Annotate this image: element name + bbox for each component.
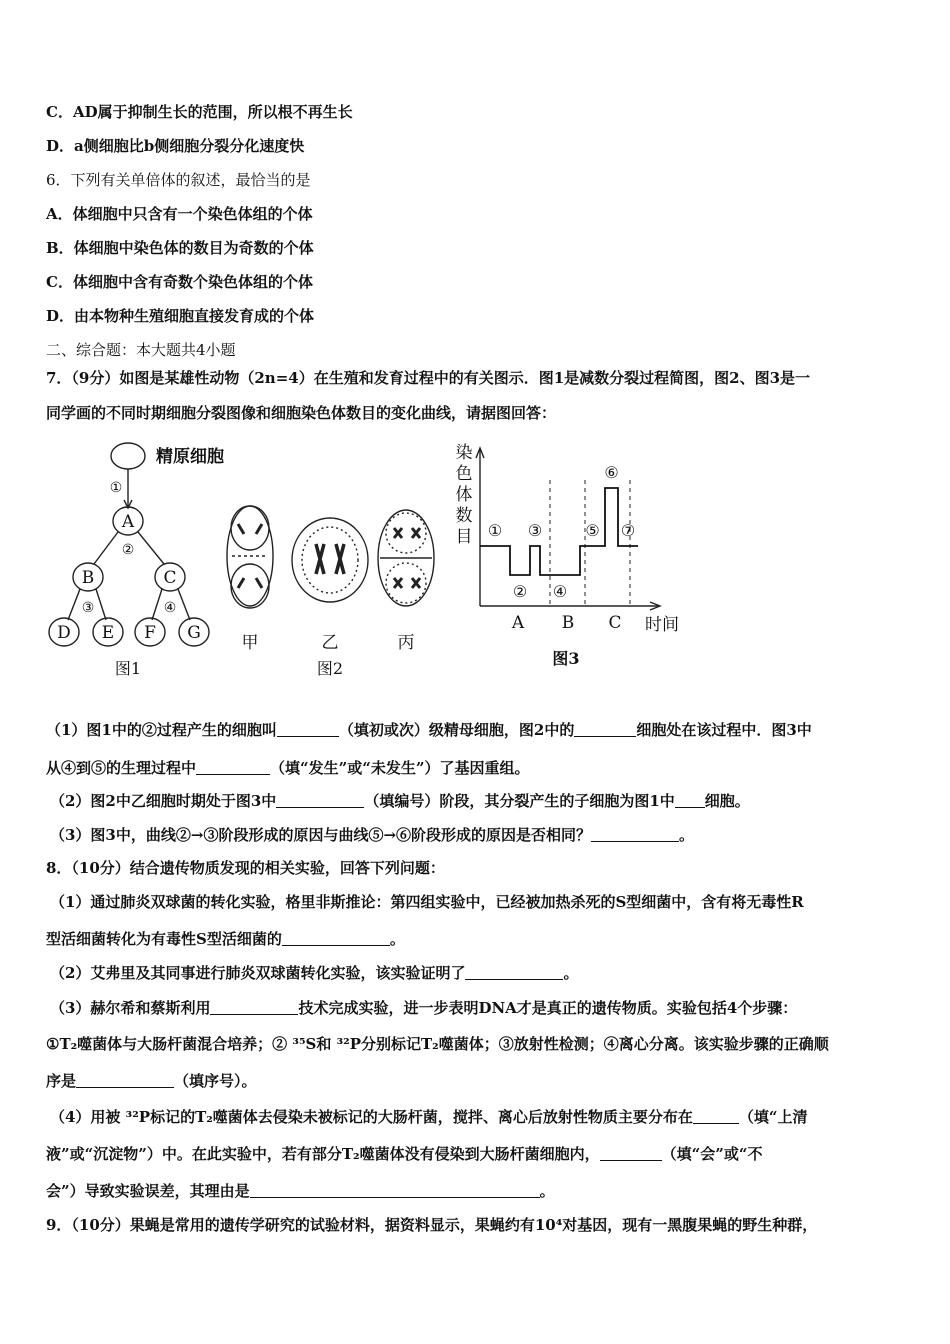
q5-option-c: C．AD属于抑制生长的范围，所以根不再生长 (46, 103, 353, 121)
q8-p4-text-f: 。 (539, 1182, 555, 1200)
q7-stem-line1: 7．（9分）如图是某雄性动物（2n=4）在生殖和发育过程中的有关图示．图1是减数分裂过程简图，图2、图3是一 (46, 369, 811, 387)
fig1-spermatogonium-cell (111, 443, 145, 469)
q8-p1-text-b: 。 (389, 930, 405, 948)
fig1-caption: 图1 (114, 659, 142, 678)
fig3-stage-label: ⑤ (585, 521, 600, 540)
fig1-step-1: ① (109, 480, 123, 496)
q7-p3-text-b: 。 (679, 826, 695, 844)
q8-p4-text-b: （填“上清 (738, 1108, 808, 1126)
q7-p1-blank-3[interactable] (196, 759, 270, 775)
q9-stem: 9．（10分）果蝇是常用的遗传学研究的试验材料，据资料显示，果蝇约有10⁴对基因，现有一黑腹果蝇的野生种群， (46, 1216, 818, 1234)
q7-stem-line2: 同学画的不同时期细胞分裂图像和细胞染色体数目的变化曲线，请据图回答： (46, 404, 557, 422)
q7-p2-blank-2[interactable] (675, 792, 705, 808)
q8-p2-blank[interactable] (465, 964, 563, 980)
fig2-caption: 图2 (316, 659, 344, 678)
q8-part4-line1 (50, 1107, 807, 1127)
fig3-curve (480, 488, 638, 575)
q7-p1-text-c: 细胞处在该过程中．图3中 (636, 721, 812, 739)
fig1-title: 精原细胞 (156, 447, 224, 467)
q8-p2-text-b: 。 (563, 964, 579, 982)
q8-p4-blank-3[interactable] (250, 1182, 540, 1198)
q8-p1-blank[interactable] (282, 930, 390, 946)
q6-option-b: B．体细胞中染色体的数目为奇数的个体 (46, 239, 314, 257)
q8-p3-text-b: 技术完成实验，进一步表明DNA才是真正的遗传物质。实验包括4个步骤： (298, 999, 798, 1017)
fig3-stage-label: ⑦ (620, 521, 636, 540)
fig1-label-a: A (121, 512, 135, 532)
q5-option-d: D．a侧细胞比b侧细胞分裂分化速度快 (46, 137, 305, 155)
q6-option-c: C．体细胞中含有奇数个染色体组的个体 (46, 273, 313, 291)
q8-p3-blank-2[interactable] (76, 1072, 174, 1088)
fig1-label-c: C (163, 568, 177, 588)
q7-p1-text-b: （填初或次）级精母细胞，图2中的 (338, 721, 575, 739)
q8-p2-text-a: （2）艾弗里及其同事进行肺炎双球菌转化实验，该实验证明了 (50, 964, 466, 982)
fig2-label-jia: 甲 (241, 633, 259, 653)
q8-p4-text-e: 会”）导致实验误差，其理由是 (46, 1182, 250, 1200)
figure-area (40, 436, 700, 686)
fig3-stage-label: ④ (552, 582, 568, 601)
fig1-label-f: F (144, 623, 156, 643)
q7-p1-text-a: （1）图1中的②过程产生的细胞叫 (46, 721, 277, 739)
q7-part2 (50, 791, 750, 811)
q7-p3-text-a: （3）图3中，曲线②→③阶段形成的原因与曲线⑤→⑥阶段形成的原因是否相同？ (50, 826, 592, 844)
fig3-stage-label: ③ (527, 521, 543, 540)
fig3-ylabel-3: 数 (455, 506, 473, 526)
q7-p1-text-e: （填“发生”或“未发生”）了基因重组。 (270, 759, 530, 777)
q7-p2-text-b: （填编号）阶段，其分裂产生的子细胞为图1中 (364, 792, 675, 810)
q6-option-d: D．由本物种生殖细胞直接发育成的个体 (46, 307, 315, 325)
fig1-label-g: G (187, 623, 201, 643)
q7-p1-text-d: 从④到⑤的生理过程中 (46, 759, 197, 777)
q8-p3-text-d: （填序号）。 (174, 1072, 257, 1090)
fig1-step-2: ② (121, 542, 135, 558)
q8-part4-line2 (46, 1144, 763, 1164)
fig2-label-bing: 丙 (397, 633, 415, 653)
fig3-xtick-a: A (511, 613, 525, 633)
q8-p4-blank-2[interactable] (600, 1145, 662, 1161)
fig3-ylabel-2: 体 (455, 485, 473, 505)
q8-stem: 8．（10分）结合遗传物质发现的相关实验，回答下列问题： (46, 859, 445, 877)
fig3-caption: 图3 (552, 649, 580, 668)
q7-p2-blank-1[interactable] (276, 792, 364, 808)
q8-part3-line2: ①T₂噬菌体与大肠杆菌混合培养；② ³⁵S和 ³²P分别标记T₂噬菌体；③放射性检测；④离心分离。该实验步骤的正确顺 (46, 1035, 829, 1053)
q8-part1-line2 (46, 929, 405, 949)
q7-p2-text-a: （2）图2中乙细胞时期处于图3中 (50, 792, 277, 810)
q7-p3-blank[interactable] (591, 826, 679, 842)
fig3-xlabel: 时间 (645, 615, 679, 635)
q8-p3-text-c: 序是 (46, 1072, 77, 1090)
fig3-ylabel-4: 目 (455, 527, 473, 547)
q8-p3-blank-1[interactable] (210, 999, 298, 1015)
q8-part1-line1: （1）通过肺炎双球菌的转化实验，格里非斯推论：第四组实验中，已经被加热杀死的S型细菌中，含有将无毒性R (50, 893, 804, 911)
q8-p4-text-a: （4）用被 ³²P标记的T₂噬菌体去侵染未被标记的大肠杆菌，搅拌、离心后放射性物质主要分布在 (50, 1108, 693, 1126)
q7-part1-line2 (46, 758, 530, 778)
q8-p3-text-a: （3）赫尔希和蔡斯利用 (50, 999, 211, 1017)
q7-p2-text-c: 细胞。 (704, 792, 750, 810)
fig3-xtick-c: C (608, 613, 622, 633)
q6-stem: 6．下列有关单倍体的叙述，最恰当的是 (46, 171, 311, 189)
fig2-label-yi: 乙 (321, 633, 339, 653)
fig1-label-d: D (57, 623, 71, 643)
q8-part4-line3 (46, 1181, 555, 1201)
q8-part2 (50, 963, 578, 983)
q7-part3 (50, 825, 694, 845)
q7-p1-blank-1[interactable] (277, 721, 339, 737)
fig1-label-e: E (101, 623, 115, 643)
q8-p4-text-c: 液”或“沉淀物”）中。在此实验中，若有部分T₂噬菌体没有侵染到大肠杆菌细胞内， (46, 1145, 600, 1163)
fig1-step-4: ④ (163, 600, 177, 616)
q8-p4-text-d: （填“会”或“不 (661, 1145, 763, 1163)
figure-2 (227, 506, 434, 608)
fig1-step-3: ③ (81, 600, 95, 616)
fig3-stage-label: ② (512, 582, 528, 601)
fig3-stage-label: ① (487, 521, 503, 540)
q8-part3-line1 (50, 998, 797, 1018)
fig3-xtick-b: B (561, 613, 575, 633)
q7-part1-line1 (46, 720, 812, 740)
q8-p1-text-a: 型活细菌转化为有毒性S型活细菌的 (46, 930, 282, 948)
fig1-label-b: B (81, 568, 95, 588)
q8-part3-line3 (46, 1071, 257, 1091)
fig2-cell-yi (292, 518, 368, 602)
fig3-stage-label: ⑥ (604, 463, 619, 482)
q6-option-a: A．体细胞中只含有一个染色体组的个体 (46, 205, 313, 223)
section-heading: 二、综合题：本大题共4小题 (46, 341, 236, 359)
fig3-ylabel-0: 染 (455, 443, 473, 463)
fig3-ylabel-1: 色 (455, 464, 473, 484)
q7-p1-blank-2[interactable] (574, 721, 636, 737)
q8-p4-blank-1[interactable] (693, 1108, 739, 1124)
